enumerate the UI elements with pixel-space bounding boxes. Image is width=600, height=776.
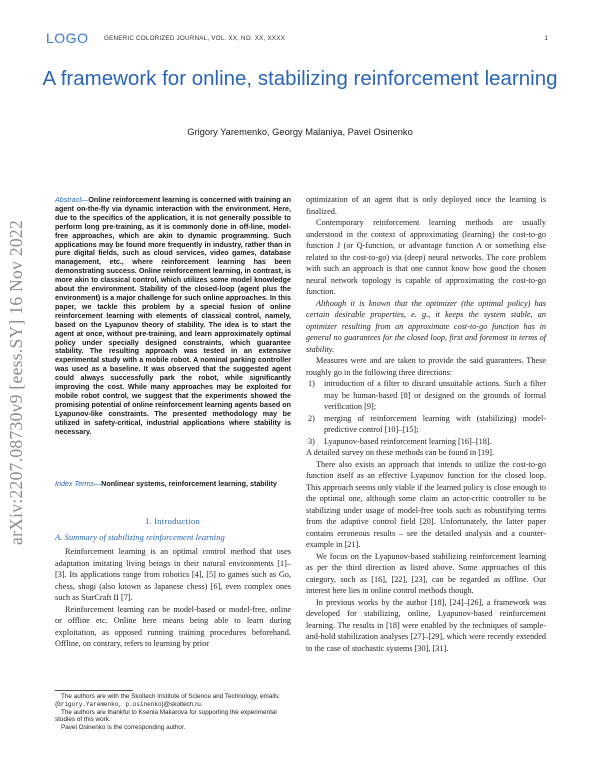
footnote-emails: Grigory.Yaremenko, p.osinenko [57, 700, 162, 708]
journal-header: GENERIC COLORIZED JOURNAL, VOL. XX, NO. XX, XXXX [104, 35, 286, 42]
footnote-affiliation-text: The authors are with the Skoltech Institute of Science and Technology, emails: { [55, 693, 281, 708]
footnote-affiliation [55, 693, 295, 709]
list-number: 1) [308, 379, 315, 388]
paragraph: A detailed survey on these methods can be found in [19]. [306, 448, 495, 457]
paragraph-italic: Although it is known that the optimizer (the optimal policy) has certain desirable properties, e. g., it keeps the system stable, an optimizer resulting from an approximate cost-to-go function has in general no guarantees for the closed loop, first and foremost in terms of stability. [306, 298, 546, 354]
paragraph: Measures were and are taken to provide the said guarantees. These roughly go in the following three directions: [306, 356, 546, 377]
section-heading: I. Introduction [145, 516, 201, 526]
paragraph: Reinforcement learning can be model-based or model-free, online or offline etc. Online here means being able to learn during exploitation, as opposed running training procedures beforehand. Offline, on contrary, refers to learning by prior [55, 604, 291, 648]
footnotes [55, 693, 295, 732]
list-text: Lyapunov-based reinforcement learning [16]–[18]. [324, 436, 492, 446]
journal-logo: LOGO [46, 30, 89, 46]
index-terms [55, 480, 291, 489]
list-number: 3) [308, 436, 315, 446]
abstract [55, 196, 291, 436]
left-column-body [55, 546, 291, 650]
list-item [306, 436, 546, 448]
index-terms-label: Index Terms— [55, 480, 102, 488]
list-text: introduction of a filter to discard unsuitable actions. Such a filter may be human-based [8] or designed on the grounds of formal verification [9]; [324, 379, 546, 411]
directions-list [306, 378, 546, 447]
list-text: merging of reinforcement learning with (stabilizing) model-predictive control [10]–[15]; [324, 413, 546, 434]
paragraph: Reinforcement learning is an optimal control method that uses adaptation imitating living beings in their natural environments [1]–[3]. Its applications range from robotics [4], [5] to games such as Go, chess, shogi (also known as Japanese chess) [6], even complex ones such as StarCraft II [7]. [55, 547, 291, 602]
paragraph: We focus on the Lyapunov-based stabilizing reinforcement learning as per the third direction as listed above. Some approaches of this category, such as [16], [22], [23], can be regarded as offline. Our interest here lies in online control methods though. [306, 551, 546, 595]
list-item [306, 378, 546, 413]
arxiv-stamp-text: arXiv:2207.08730v9 [eess.SY] 16 Nov 2022 [6, 219, 26, 545]
page-number: 1 [544, 35, 548, 42]
paper-authors: Grigory Yaremenko, Georgy Malaniya, Pavel Osinenko [187, 127, 413, 137]
paragraph: optimization of an agent that is only deployed once the learning is finalized. [306, 195, 546, 216]
abstract-text: Online reinforcement learning is concerned with training an agent on-the-fly via dynamic interaction with the environment. Here, due to the specifics of the application, it is not generally possible to perform long pre-training, as it is commonly done in off-line, model-free approaches, which are akin to dynamic programming. Such applications may be found more frequently in industry, rather than in pure digital fields, such as cloud services, video games, database management, etc., where reinforcement learning has been demonstrating success. Online reinforcement learning, in contrast, is more akin to classical control, which utilizes some model knowledge about the environment. Stability of the closed-loop (agent plus the environment) is a major challenge for such online approaches. In this paper, we tackle this problem by a special fusion of online reinforcement learning with elements of classical control, namely, based on the Lyapunov theory of stability. The idea is to start the agent at once, without pre-training, and learn approximately optimal policy under specially designed constraints, which guarantee stability. The resulting approach was tested in an extensive experimental study with a mobile robot. A nominal parking controller was used as a baseline. It was observed that the suggested agent could always successfully park the robot, while significantly improving the cost. While many approaches may be exploited for mobile robot control, we suggest that the experiments showed the promising potential of online reinforcement learning agents based on Lyapunov-like constraints. The presented methodology may be utilized in safety-critical, industrial applications where stability is necessary. [55, 196, 291, 436]
subsection-heading: A. Summary of stabilizing reinforcement learning [55, 532, 225, 542]
paragraph: There also exists an approach that intends to utilize the cost-to-go function itself as an effective Lyapunov function for the closed loop. This approach seems only viable if the learned policy is close enough to the optimal one, although some claim an actor-critic controller to be stabilizing under usage of model-free tools such as robustifying terms from the adaptive control field [20]. Unfortunately, the latter paper contains erroneous results – see the detailed analysis and a counter-example in [21]. [306, 459, 546, 549]
paragraph: In previous works by the author [18], [24]–[26], a framework was developed for stabilizing, online, Lyapunov-based reinforcement learning. The results in [18] were enabled by the techniques of sample-and-hold stabilization analyses [27]–[29], which were recently extended to the case of stochastic systems [30], [31]. [306, 597, 546, 653]
abstract-label: Abstract— [55, 196, 89, 204]
footnote-acknowledgement: The authors are thankful to Ksenia Makarova for supporting the experimental studies of this work. [55, 708, 277, 724]
footnote-corresponding: Pavel Osinenko is the corresponding author. [61, 724, 186, 732]
paper-title: A framework for online, stabilizing reinforcement learning [42, 67, 558, 90]
paragraph: Contemporary reinforcement learning methods are usually understood in the context of approximating (learning) the cost-to-go function J (or Q-function, or advantage function A or something else related to the cost-to-go) via (deep) neural networks. The core problem with such an approach is that one cannot know how good the chosen neural network topology is capable of approximating the cost-to-go function. [306, 218, 546, 296]
footnote-rule [55, 690, 133, 691]
list-number: 2) [308, 413, 315, 423]
footnote-affiliation-end: }@skoltech.ru. [161, 700, 203, 708]
list-item [306, 413, 546, 436]
index-terms-text: Nonlinear systems, reinforcement learning, stability [101, 480, 277, 488]
right-column-body [306, 194, 546, 654]
